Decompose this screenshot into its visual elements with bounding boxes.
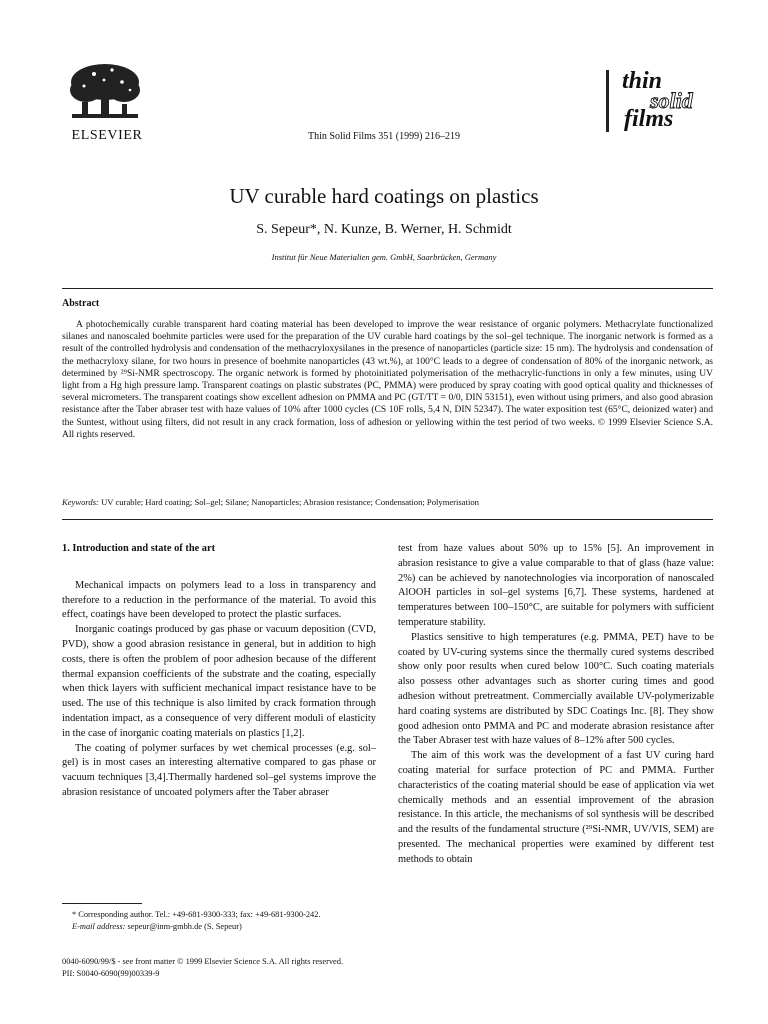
logo-word-thin: thin: [622, 68, 663, 94]
elsevier-tree-logo: [64, 60, 146, 126]
footnote: [62, 909, 376, 932]
front-matter: [62, 956, 562, 979]
journal-reference: Thin Solid Films 351 (1999) 216–219: [308, 131, 460, 142]
publisher-name: ELSEVIER: [71, 128, 143, 143]
keywords-label: Keywords:: [62, 497, 99, 507]
keywords-text: UV curable; Hard coating; Sol–gel; Silane; Nanoparticles; Abrasion resistance; Condensation; Polymerisation: [101, 497, 479, 507]
paragraph: Plastics sensitive to high temperatures (e.g. PMMA, PET) have to be coated by UV-curing systems since the thermally cured systems described show only poor results when cured below 100°C. Such coating materials also possess other advantages such as shorter curing times and good adhesion without pretreatment. Commercially available UV-polymerizable hard coating systems are distributed by SDC Coatings Inc. [8]. They show good adhesion onto PMMA and PC and moderate abrasion resistance after the Taber Abraser test with haze values of 8–12% after 500 cycles.: [398, 631, 714, 747]
thin-solid-films-logo: [604, 64, 720, 136]
affiliation: Institut für Neue Materialien gem. GmbH, Saarbrücken, Germany: [271, 252, 497, 262]
divider-top: [62, 288, 713, 289]
paragraph: test from haze values about 50% up to 15% [5]. An improvement in abrasion resistance to give a value comparable to that of glass (haze value: 2%) can be achieved by nanotechnologies via incorporation of nanoscaled AlOOH particles in sol–gel systems [6,7]. These systems, hardened at temperatures between 100–150°C, are suitable for polymers with sufficient temperature stability.: [398, 543, 714, 628]
column-left: [62, 542, 376, 801]
email-label: E-mail address:: [72, 921, 126, 931]
abstract-text: A photochemically curable transparent hard coating material has been developed to improve the wear resistance of organic polymers. Methacrylate functionalized silanes and nanoscaled boehmite particles were used for the preparation of the UV curable hard coatings by the sol–gel technique. The inorganic network is formed as a result of the controlled hydrolysis and condensation of the methacryloxysilanes in the presence of nanoparticles (particle size: 15 nm). The hydrolysis and condensation of the methacryloxy silane, for two hours in presence of boehmite nanoparticles (43 wt.%), at 100°C leads to a degree of condensation of 80% of the inorganic network, as determined by ²⁹Si-NMR spectroscopy. The organic network is formed by photoinitiated polymerisation of the methacrylic-functions in only a few minutes, using UV light from a Hg high pressure lamp. Transparent coatings on plastic substrates (PC, PMMA) were produced by spray coating with good optical quality and thicknesses of several micrometers. The transparent coatings show excellent adhesion on PMMA and PC (GT/TT = 0/0, DIN 53151), even without using primers, and also good abrasion resistance after the Taber abraser test with haze values of 10% after 1000 cycles (CS 10F rolls, 5,4 N, DIN 52347). The water exposition test (65°C, deionized water) and the Suntest, without using filters, did not result in any crack formation, loss of adhesion or yellowing within the test period of two weeks. © 1999 Elsevier Science S.A. All rights reserved.: [62, 320, 713, 440]
email-address: sepeur@inm-gmbh.de (S. Sepeur): [127, 921, 242, 931]
copyright-line: 0040-6090/99/$ - see front matter © 1999 Elsevier Science S.A. All rights reserved.: [62, 957, 344, 966]
paragraph: Mechanical impacts on polymers lead to a loss in transparency and therefore to a reduction in the performance of the material. To avoid this effect, coatings have been developed to protect the plastic surfaces.: [62, 579, 376, 621]
corresponding-author-note: * Corresponding author. Tel.: +49-681-9300-333; fax: +49-681-9300-242.: [72, 910, 321, 919]
paragraph: Inorganic coatings produced by gas phase or vacuum deposition (CVD, PVD), show a good abrasion resistance in general, but in addition to high costs, there is often the problem of poor adhesion because of the different thermal expansion coefficients of the substrate and the coating, especially when thick layers with sufficient mechanical impact resistance have to be used. The use of this technique is also limited by crack formation through indentation impact, as a consequence of very different moduli of elasticity in the case of inorganic coating materials on plastics [1,2].: [62, 624, 376, 739]
author-list: S. Sepeur*, N. Kunze, B. Werner, H. Schmidt: [256, 222, 512, 237]
column-right: [398, 542, 714, 868]
article-title: UV curable hard coatings on plastics: [229, 184, 539, 208]
section-heading: 1. Introduction and state of the art: [62, 543, 216, 554]
logo-word-solid: solid: [650, 88, 693, 113]
paragraph: The coating of polymer surfaces by wet chemical processes (e.g. sol–gel) is in most cases an interesting alternative compared to gas phase or vacuum techniques [3,4].Thermally hardened sol–gel systems improve the abrasion resistance of uncoated polymers after the Taber abraser: [62, 742, 376, 798]
footnote-rule: [62, 903, 142, 904]
abstract-heading: Abstract: [62, 298, 100, 309]
logo-word-films: films: [624, 106, 674, 132]
divider-bottom: [62, 519, 713, 520]
pii-line: PII: S0040-6090(99)00339-9: [62, 968, 160, 978]
paragraph: The aim of this work was the development of a fast UV curing hard coating material for surface protection of PC and PMMA. Further characteristics of the coating material should be ease of application via wet chemically methods and an essential improvement of the abrasion resistance. In this article, the mechanisms of sol synthesis will be described and the results of the fundamental structure (²⁹Si-NMR, UV/VIS, SEM) are presented. The mechanical properties were examined by different test methods to obtain: [398, 750, 714, 865]
keywords: [62, 497, 713, 507]
